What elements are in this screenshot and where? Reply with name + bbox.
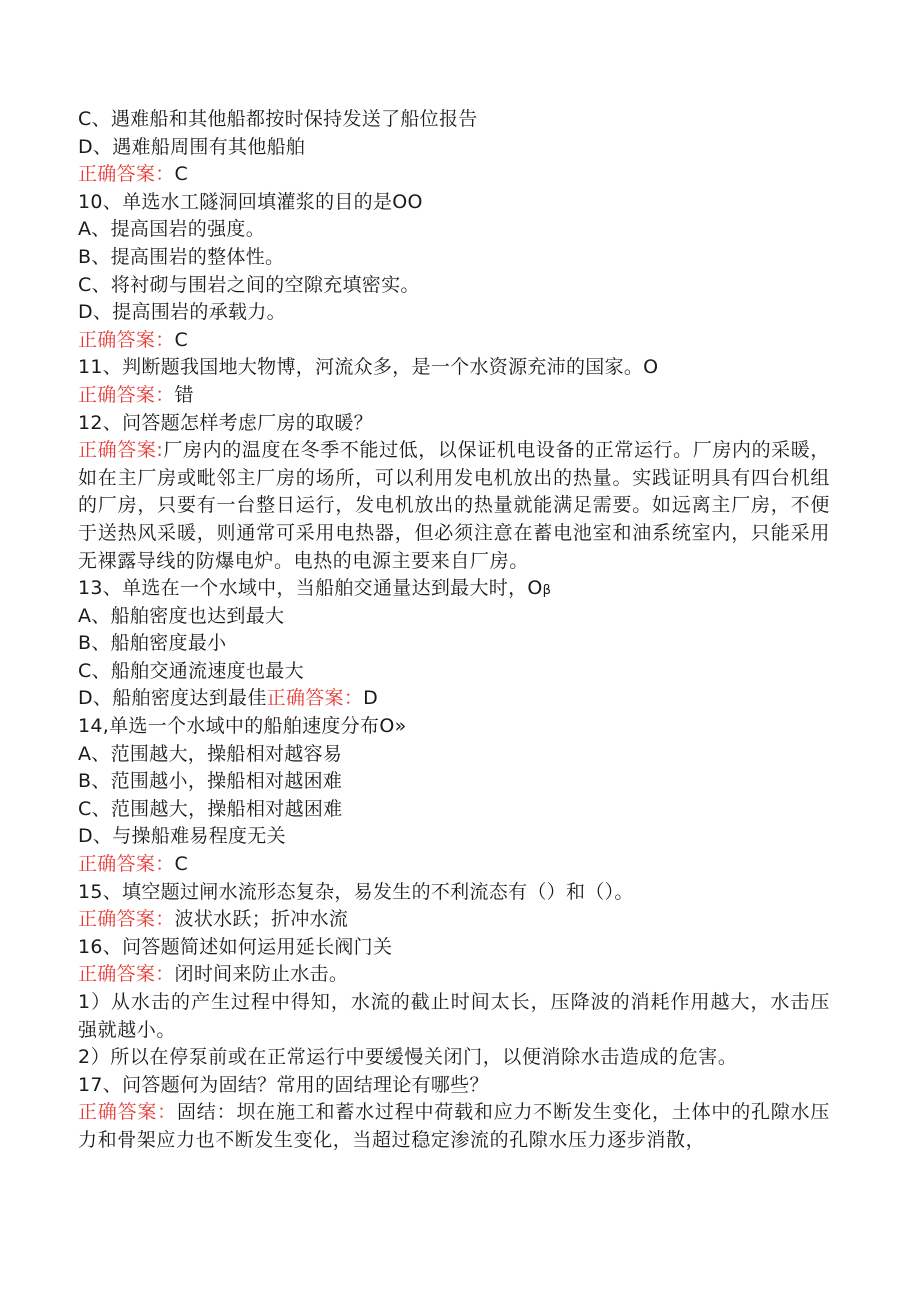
q13-option-d-with-answer xyxy=(78,685,830,713)
q14-option-a: A、范围越大，操船相对越容易 xyxy=(78,742,343,765)
q16-point-2: 2）所以在停泵前或在正常运行中要缓慢关闭门，以便消除水击造成的危害。 xyxy=(78,1046,738,1069)
q16-point-1: 1）从水击的产生过程中得知，水流的截止时间太长，压降波的消耗作用越大，水击压强就越小。 xyxy=(78,991,830,1041)
answer-label: 正确答案： xyxy=(266,687,364,710)
answer-value: C xyxy=(174,328,189,351)
q11-stem: 11、判断题我国地大物博，河流众多，是一个水资源充沛的国家。O xyxy=(78,356,659,379)
q13-option-c: C、船舶交通流速度也最大 xyxy=(78,659,304,682)
q10-option-d: D、提高围岩的承载力。 xyxy=(78,301,286,324)
answer-label: 正确答案： xyxy=(78,853,175,876)
q13-option-b: B、船舶密度最小 xyxy=(78,632,227,655)
q10-answer xyxy=(78,327,830,355)
q9-answer xyxy=(78,161,830,189)
question-stem: 13、单选在一个水域中，当船舶交通量达到最大时，O xyxy=(78,577,543,600)
q10-option-c: C、将衬砌与围岩之间的空隙充填密实。 xyxy=(78,273,420,296)
q10-option-a: A、提高国岩的强度。 xyxy=(78,218,265,241)
answer-value: C xyxy=(174,163,189,186)
q10-option-b: B、提高围岩的整体性。 xyxy=(78,245,285,268)
q15-answer xyxy=(78,906,830,934)
answer-label: 正确答案： xyxy=(78,328,175,351)
answer-value: 波状水跃；折冲水流 xyxy=(174,908,349,931)
q16-stem: 16、问答题简述如何运用延长阀门关 xyxy=(78,935,393,958)
answer-label: 正确答案： xyxy=(78,383,175,406)
answer-value: 闭时间来防止水击。 xyxy=(174,963,349,986)
answer-value: 错 xyxy=(174,383,194,406)
q12-answer xyxy=(78,437,830,575)
document-page xyxy=(78,106,830,1155)
q15-stem: 15、填空题过闸水流形态复杂，易发生的不利流态有（）和（）。 xyxy=(78,880,634,903)
q14-stem: 14,单选一个水域中的船舶速度分布O» xyxy=(78,715,407,738)
answer-label: 正确答案： xyxy=(78,963,175,986)
option-d: D、船舶密度达到最佳 xyxy=(78,687,267,710)
answer-label: 正确答案： xyxy=(78,1101,177,1124)
q16-answer xyxy=(78,961,830,989)
stem-suffix: β xyxy=(542,583,552,599)
answer-label: 正确答案： xyxy=(78,908,175,931)
q9-option-c: C、遇难船和其他船都按时保持发送了船位报告 xyxy=(78,108,478,130)
q12-stem: 12、问答题怎样考虑厂房的取暖？ xyxy=(78,411,373,434)
q13-stem xyxy=(78,575,830,603)
q14-option-b: B、范围越小，操船相对越困难 xyxy=(78,770,343,793)
q14-option-d: D、与操船难易程度无关 xyxy=(78,825,286,848)
q14-answer xyxy=(78,851,830,879)
answer-text: 固结：坝在施工和蓄水过程中荷载和应力不断发生变化，土体中的孔隙水压力和骨架应力也不断发生变化，当超过稳定渗流的孔隙水压力逐步消散， xyxy=(78,1101,830,1151)
answer-value: D xyxy=(363,687,379,710)
answer-value: C xyxy=(174,853,189,876)
answer-label: 正确答案： xyxy=(78,163,175,186)
answer-label: 正确答案: xyxy=(78,439,164,462)
q11-answer xyxy=(78,382,830,410)
q17-answer xyxy=(78,1099,830,1154)
q10-stem: 10、单选水工隧洞回填灌浆的目的是OO xyxy=(78,190,423,213)
q17-stem: 17、问答题何为固结？常用的固结理论有哪些？ xyxy=(78,1073,489,1096)
q13-option-a: A、船舶密度也达到最大 xyxy=(78,604,285,627)
q9-option-d: D、遇难船周围有其他船舶 xyxy=(78,135,306,158)
answer-text: 厂房内的温度在冬季不能过低，以保证机电设备的正常运行。厂房内的采暖，如在主厂房或毗邻主厂房的场所，可以利用发电机放出的热量。实践证明具有四台机组的厂房，只要有一台整日运行，发电机放出的热量就能满足需要。如远离主厂房，不便于送热风采暖，则通常可采用电热器，但必须注意在蓄电池室和油系统室内，只能采用无裸露导线的防爆电炉。电热的电源主要来自厂房。 xyxy=(78,439,830,572)
q14-option-c: C、范围越大，操船相对越困难 xyxy=(78,797,343,820)
